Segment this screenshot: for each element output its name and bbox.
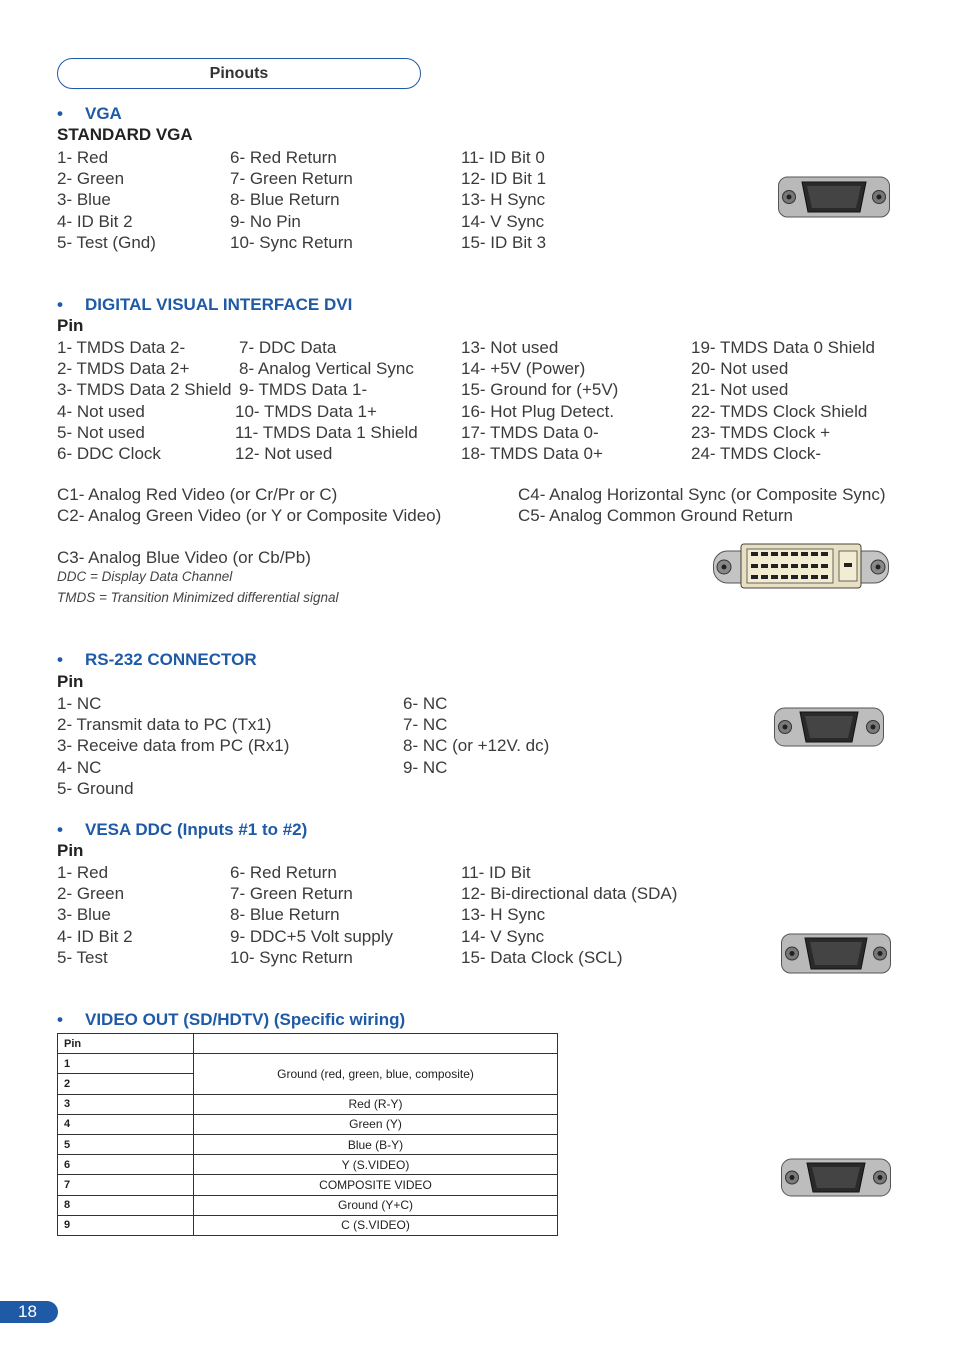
pin-item: 17- TMDS Data 0- (461, 422, 599, 442)
vesa-col1 (57, 862, 133, 968)
table-header-pin: Pin (58, 1034, 194, 1054)
pin-item: 13- H Sync (461, 190, 546, 210)
pin-item: 3- Receive data from PC (Rx1) (57, 736, 290, 756)
pin-item: 14- V Sync (461, 926, 545, 946)
pin-item: 13- Not used (461, 338, 559, 357)
pin-item: 4- NC (57, 757, 102, 777)
video-out-table (57, 1033, 558, 1236)
vesa-heading: • VESA DDC (Inputs #1 to #2) (57, 820, 308, 839)
desc-cell: Ground (red, green, blue, composite) (194, 1054, 558, 1094)
vesa-connector-icon (781, 932, 891, 975)
video-out-heading-text: VIDEO OUT (SD/HDTV) (Specific wiring) (85, 1010, 406, 1029)
pin-item: 9- DDC+5 Volt supply (230, 926, 393, 946)
dvi-col2 (235, 337, 418, 464)
vga-subheading: STANDARD VGA (57, 125, 193, 144)
dvi-heading-text: DIGITAL VISUAL INTERFACE DVI (85, 295, 353, 314)
pin-item: 6- Red Return (230, 863, 337, 882)
table-row (58, 1094, 558, 1114)
rs232-heading-text: RS-232 CONNECTOR (85, 650, 257, 669)
pin-cell: 6 (58, 1155, 194, 1175)
desc-cell: C (S.VIDEO) (194, 1215, 558, 1235)
pin-item: 7- DDC Data (239, 338, 337, 357)
pin-item: 5- Test (57, 947, 108, 967)
dvi-c1: C1- Analog Red Video (or Cr/Pr or C) (57, 485, 338, 504)
pin-item: 15- Ground for (+5V) (461, 380, 619, 400)
dvi-subheading: Pin (57, 316, 84, 335)
pin-item: 11- TMDS Data 1 Shield (235, 422, 418, 442)
table-row (58, 1215, 558, 1235)
pin-item: 1- NC (57, 694, 102, 713)
pin-item: 5- Ground (57, 778, 134, 798)
vga-col2 (230, 147, 353, 253)
desc-cell: Y (S.VIDEO) (194, 1155, 558, 1175)
table-row (58, 1175, 558, 1195)
pin-item: 2- Green (57, 169, 125, 189)
pin-cell: 7 (58, 1175, 194, 1195)
page-number: 18 (0, 1301, 58, 1323)
vga-connector-icon (778, 175, 890, 219)
table-row (58, 1195, 558, 1215)
pin-cell: 4 (58, 1114, 194, 1134)
vesa-col3 (461, 862, 677, 968)
rs232-connector-icon (774, 706, 884, 748)
pin-cell: 3 (58, 1094, 194, 1114)
pin-item: 3- Blue (57, 190, 111, 210)
pin-item: 1- Red (57, 863, 109, 882)
pin-item: 4- ID Bit 2 (57, 211, 133, 231)
pin-item: 4- ID Bit 2 (57, 926, 133, 946)
dvi-col3 (461, 337, 618, 464)
pin-item: 8- Blue Return (230, 190, 340, 210)
dvi-note-ddc: DDC = Display Data Channel (57, 569, 233, 584)
pin-item: 15- Data Clock (SCL) (461, 947, 623, 967)
table-header-desc (194, 1034, 558, 1054)
pin-item: 18- TMDS Data 0+ (461, 443, 603, 463)
rs232-subheading: Pin (57, 672, 84, 691)
pin-item: 1- TMDS Data 2- (57, 338, 186, 357)
pin-item: 19- TMDS Data 0 Shield (691, 338, 875, 357)
pin-item: 12- ID Bit 1 (461, 169, 547, 189)
video-out-heading: • VIDEO OUT (SD/HDTV) (Specific wiring) (57, 1010, 406, 1029)
pin-item: 3- Blue (57, 905, 111, 925)
pin-item: 10- TMDS Data 1+ (235, 401, 377, 421)
pin-item: 5- Not used (57, 422, 145, 442)
pin-item: 4- Not used (57, 401, 145, 421)
pin-item: 9- TMDS Data 1- (239, 380, 368, 400)
dvi-note-tmds: TMDS = Transition Minimized differential signal (57, 590, 339, 605)
pin-item: 2- Green (57, 884, 125, 904)
pin-item: 14- V Sync (461, 211, 545, 231)
pin-cell: 1 (58, 1054, 194, 1074)
desc-cell: Blue (B-Y) (194, 1134, 558, 1154)
dvi-c5: C5- Analog Common Ground Return (518, 506, 793, 525)
pin-item: 13- H Sync (461, 905, 546, 925)
table-row (58, 1054, 558, 1074)
desc-cell: Red (R-Y) (194, 1094, 558, 1114)
vga-heading: • VGA (57, 104, 122, 123)
pin-item: 7- Green Return (230, 884, 353, 904)
pin-item: 16- Hot Plug Detect. (461, 401, 615, 421)
dvi-c3: C3- Analog Blue Video (or Cb/Pb) (57, 548, 311, 567)
pin-item: 1- Red (57, 148, 109, 167)
vesa-subheading: Pin (57, 841, 84, 860)
vesa-col2 (230, 862, 393, 968)
vga-heading-text: VGA (85, 104, 122, 123)
pin-item: 5- Test (Gnd) (57, 232, 156, 252)
pin-item: 22- TMDS Clock Shield (691, 401, 868, 421)
rs232-heading: • RS-232 CONNECTOR (57, 650, 257, 669)
pin-item: 10- Sync Return (230, 947, 353, 967)
table-row (58, 1114, 558, 1134)
table-header-row (58, 1034, 558, 1054)
pin-cell: 9 (58, 1215, 194, 1235)
pin-item: 23- TMDS Clock + (691, 422, 831, 442)
pin-item: 21- Not used (691, 380, 789, 400)
desc-cell: COMPOSITE VIDEO (194, 1175, 558, 1195)
pin-item: 20- Not used (691, 359, 789, 379)
vga-col1 (57, 147, 156, 253)
pin-item: 7- NC (403, 715, 448, 735)
pin-item: 6- Red Return (230, 148, 337, 167)
dvi-connector-icon (713, 543, 889, 589)
rs232-col2 (403, 693, 549, 778)
pin-item: 9- No Pin (230, 211, 301, 231)
pin-item: 3- TMDS Data 2 Shield (57, 380, 232, 400)
pin-item: 11- ID Bit 0 (461, 148, 545, 167)
pin-item: 6- DDC Clock (57, 443, 161, 463)
pin-item: 6- NC (403, 694, 448, 713)
pin-item: 14- +5V (Power) (461, 359, 586, 379)
vesa-heading-text: VESA DDC (Inputs #1 to #2) (85, 820, 308, 839)
pin-cell: 5 (58, 1134, 194, 1154)
pin-item: 15- ID Bit 3 (461, 232, 547, 252)
page-title: Pinouts (57, 58, 421, 89)
pin-item: 24- TMDS Clock- (691, 443, 822, 463)
pin-item: 8- NC (or +12V. dc) (403, 736, 550, 756)
dvi-col4 (691, 337, 875, 464)
pin-item: 10- Sync Return (230, 232, 353, 252)
pin-item: 11- ID Bit (461, 863, 531, 882)
pin-item: 12- Bi-directional data (SDA) (461, 884, 678, 904)
dvi-col1 (57, 337, 231, 464)
video-out-connector-icon (781, 1157, 891, 1198)
rs232-col1 (57, 693, 289, 799)
dvi-c2: C2- Analog Green Video (or Y or Composite Video) (57, 506, 442, 525)
vga-col3 (461, 147, 546, 253)
pin-item: 2- TMDS Data 2+ (57, 359, 190, 379)
pin-item: 8- Analog Vertical Sync (239, 359, 414, 379)
pin-cell: 2 (58, 1074, 194, 1094)
dvi-heading: • DIGITAL VISUAL INTERFACE DVI (57, 295, 353, 314)
pin-item: 9- NC (403, 757, 448, 777)
table-row (58, 1155, 558, 1175)
pin-item: 8- Blue Return (230, 905, 340, 925)
pin-item: 12- Not used (235, 443, 333, 463)
desc-cell: Ground (Y+C) (194, 1195, 558, 1215)
pin-cell: 8 (58, 1195, 194, 1215)
desc-cell: Green (Y) (194, 1114, 558, 1134)
pin-item: 2- Transmit data to PC (Tx1) (57, 715, 272, 735)
dvi-c4: C4- Analog Horizontal Sync (or Composite Sync) (518, 485, 886, 504)
table-row (58, 1134, 558, 1154)
pin-item: 7- Green Return (230, 169, 353, 189)
